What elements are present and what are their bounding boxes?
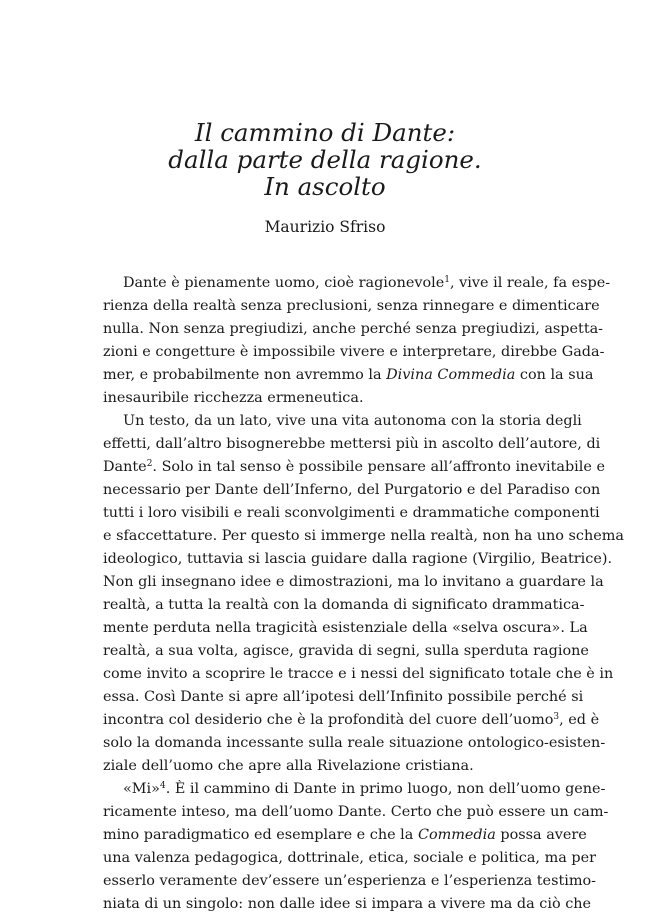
paragraph (103, 778, 609, 916)
text-segment: , vive il reale, fa espe- (450, 275, 611, 291)
text-line (103, 847, 596, 870)
text-segment: tutti i loro visibili e reali sconvolgimenti e drammatiche componenti (103, 505, 600, 521)
italic-title: Divina Commedia (386, 367, 516, 383)
text-line (103, 318, 604, 341)
text-segment: Non gli insegnano idee e dimostrazioni, ma lo invitano a guardare la (103, 574, 604, 590)
text-segment: con la sua (515, 367, 594, 383)
text-segment: incontra col desiderio che è la profondità del cuore dell’uomo (103, 712, 554, 728)
text-segment: inesauribile ricchezza ermeneutica. (103, 390, 364, 406)
text-segment: «Mi» (123, 781, 160, 797)
title-line-3: In ascolto (264, 172, 386, 201)
text-line (103, 341, 605, 364)
text-segment: niata di un singolo: non dalle idee si impara a vivere ma da ciò che (103, 896, 592, 912)
text-segment: mente perduta nella tragicità esistenziale della «selva oscura». La (103, 620, 588, 636)
text-line (103, 479, 601, 502)
text-segment: esserlo veramente dev’essere un’esperienza e l’esperienza testimo- (103, 873, 597, 889)
text-line (103, 893, 592, 916)
text-line (103, 617, 588, 640)
paragraph (103, 410, 624, 778)
text-line (103, 456, 605, 479)
text-segment: nulla. Non senza pregiudizi, anche perché senza pregiudizi, aspetta- (103, 321, 604, 337)
text-line (103, 502, 600, 525)
text-line (103, 594, 585, 617)
text-segment: zioni e congetture è impossibile vivere e interpretare, direbbe Gada- (103, 344, 605, 360)
italic-title: Commedia (417, 827, 496, 843)
text-segment: realtà, a sua volta, agisce, gravida di segni, sulla sperduta ragione (103, 643, 589, 659)
text-segment: effetti, dall’altro bisognerebbe mettersi più in ascolto dell’autore, di (103, 436, 601, 452)
text-segment: Dante (103, 459, 147, 475)
text-segment: mino paradigmatico ed esemplare e che la (103, 827, 418, 843)
text-segment: Un testo, da un lato, vive una vita autonoma con la storia degli (123, 413, 582, 429)
title-line-1: Il cammino di Dante: (194, 118, 456, 147)
text-segment: ideologico, tuttavia si lascia guidare dalla ragione (Virgilio, Beatrice). (103, 551, 613, 567)
text-line (103, 755, 573, 778)
text-segment: necessario per Dante dell’Inferno, del Purgatorio e del Paradiso con (103, 482, 601, 498)
text-line (103, 410, 582, 433)
text-line (103, 824, 587, 847)
text-segment: possa avere (495, 827, 587, 843)
text-line (103, 870, 597, 893)
text-line (103, 295, 600, 318)
text-line (103, 801, 609, 824)
title-line-2: dalla parte della ragione. (168, 145, 482, 174)
text-line (103, 387, 573, 410)
footnote-marker: 4 (159, 781, 166, 791)
text-segment: , ed è (559, 712, 600, 728)
text-line (103, 709, 600, 732)
text-segment: . Solo in tal senso è possibile pensare all’affronto inevitabile e (152, 459, 605, 475)
text-segment: ricamente inteso, ma dell’uomo Dante. Certo che può essere un cam- (103, 804, 609, 820)
footnote-marker: 2 (146, 459, 153, 469)
text-line (103, 433, 601, 456)
text-line (103, 778, 606, 801)
text-line (103, 272, 611, 295)
text-segment: ziale dell’uomo che apre alla Rivelazione cristiana. (103, 758, 474, 774)
text-line (103, 571, 604, 594)
text-segment: solo la domanda incessante sulla reale situazione ontologico-esisten- (103, 735, 606, 751)
text-segment: Dante è pienamente uomo, cioè ragionevole (123, 275, 445, 291)
body-text (103, 272, 624, 916)
text-line (103, 640, 589, 663)
text-segment: realtà, a tutta la realtà con la domanda di significato drammatica- (103, 597, 585, 613)
text-segment: . È il cammino di Dante in primo luogo, non dell’uomo gene- (165, 781, 606, 797)
paragraph (103, 272, 611, 410)
text-line (103, 663, 614, 686)
text-line (103, 686, 584, 709)
text-segment: rienza della realtà senza preclusioni, senza rinnegare e dimenticare (103, 298, 600, 314)
text-line (103, 732, 606, 755)
footnote-marker: 1 (444, 275, 451, 285)
footnote-marker: 3 (553, 712, 560, 722)
text-segment: una valenza pedagogica, dottrinale, etica, sociale e politica, ma per (103, 850, 596, 866)
text-line (103, 548, 613, 571)
author-name: Maurizio Sfriso (264, 218, 386, 236)
text-segment: essa. Così Dante si apre all’ipotesi dell’Infinito possibile perché si (103, 689, 584, 705)
chapter-title (0, 119, 650, 200)
text-segment: come invito a scoprire le tracce e i nessi del significato totale che è in (103, 666, 614, 682)
text-segment: mer, e probabilmente non avremmo la (103, 367, 387, 383)
text-segment: e sfaccettature. Per questo si immerge nella realtà, non ha uno schema (103, 528, 624, 544)
text-line (103, 525, 624, 548)
text-line (103, 364, 594, 387)
